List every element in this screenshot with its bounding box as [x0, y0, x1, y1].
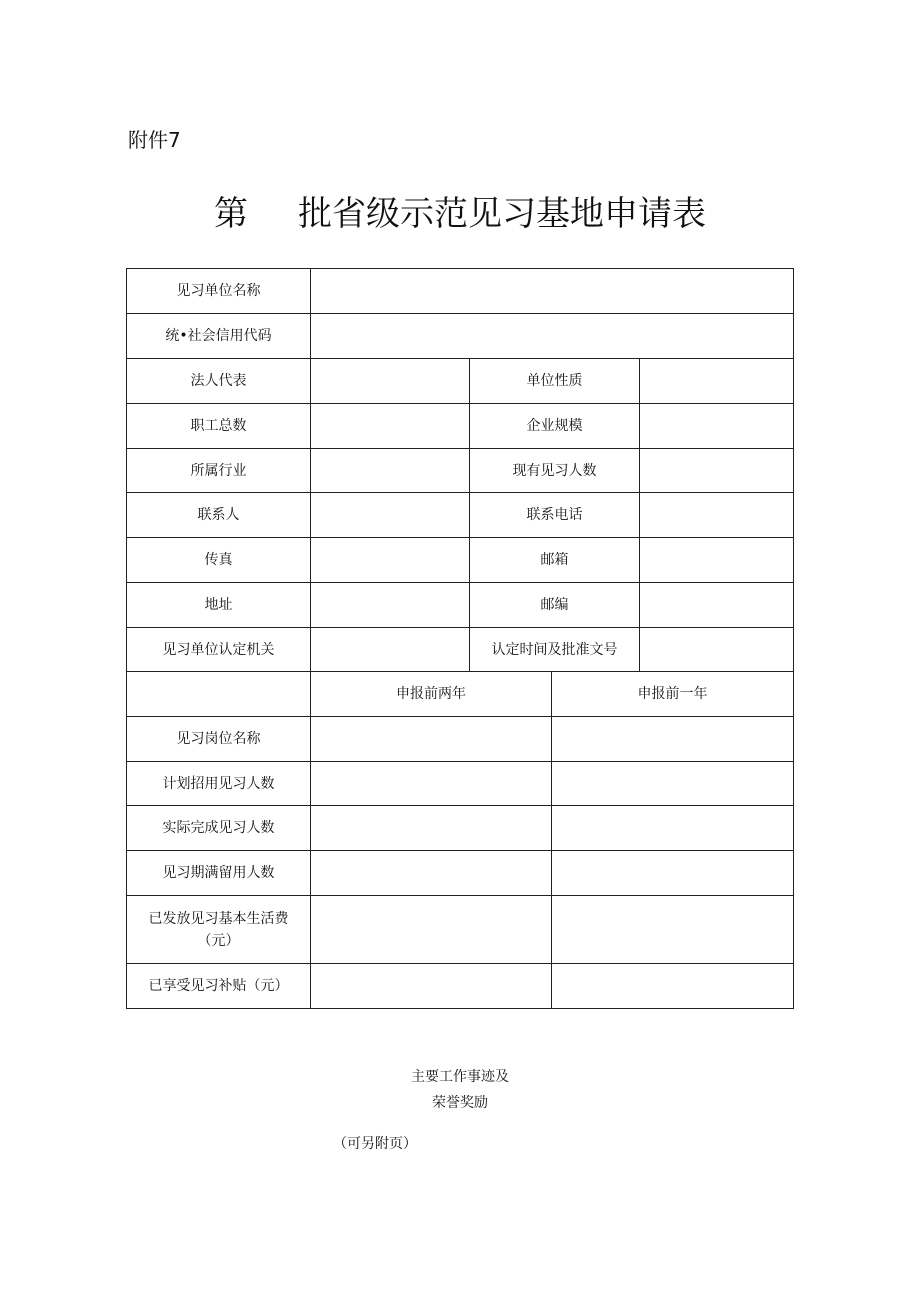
approval-label: 认定时间及批准文号 — [470, 628, 640, 672]
row-label-subsidy: 已享受见习补贴（元） — [127, 964, 311, 1009]
subsidy-one-year-field[interactable] — [552, 964, 794, 1009]
application-form — [126, 268, 794, 1009]
row-label-completed: 实际完成见习人数 — [127, 806, 311, 851]
fax-label: 传真 — [127, 538, 311, 583]
living-allowance-two-years-field[interactable] — [311, 896, 552, 964]
authority-label: 见习单位认定机关 — [127, 628, 311, 672]
attachment-label: 附件7 — [128, 128, 181, 152]
completed-one-year-field[interactable] — [552, 806, 794, 851]
address-label: 地址 — [127, 583, 311, 628]
unit-nature-label: 单位性质 — [470, 359, 640, 404]
living-allowance-one-year-field[interactable] — [552, 896, 794, 964]
legal-rep-field[interactable] — [311, 359, 470, 404]
title-main: 批省级示范见习基地申请表 — [298, 194, 706, 234]
fax-field[interactable] — [311, 538, 470, 583]
attach-pages-note: （可另附页） — [333, 1136, 417, 1152]
row-label-positions: 见习岗位名称 — [127, 717, 311, 762]
row-label-planned: 计划招用见习人数 — [127, 762, 311, 806]
unit-nature-field[interactable] — [640, 359, 794, 404]
phone-field[interactable] — [640, 493, 794, 538]
staff-total-field[interactable] — [311, 404, 470, 449]
postcode-field[interactable] — [640, 583, 794, 628]
achievements-label-line2: 荣誉奖励 — [432, 1095, 488, 1111]
industry-field[interactable] — [311, 449, 470, 493]
address-field[interactable] — [311, 583, 470, 628]
page-title — [0, 186, 920, 235]
staff-total-label: 职工总数 — [127, 404, 311, 449]
planned-two-years-field[interactable] — [311, 762, 552, 806]
enterprise-scale-field[interactable] — [640, 404, 794, 449]
unit-name-field[interactable] — [311, 269, 794, 314]
retained-one-year-field[interactable] — [552, 851, 794, 896]
approval-field[interactable] — [640, 628, 794, 672]
credit-code-field[interactable] — [311, 314, 794, 359]
authority-field[interactable] — [311, 628, 470, 672]
enterprise-scale-label: 企业规模 — [470, 404, 640, 449]
completed-two-years-field[interactable] — [311, 806, 552, 851]
email-field[interactable] — [640, 538, 794, 583]
retained-two-years-field[interactable] — [311, 851, 552, 896]
current-interns-field[interactable] — [640, 449, 794, 493]
subsidy-two-years-field[interactable] — [311, 964, 552, 1009]
unit-name-label: 见习单位名称 — [127, 269, 311, 314]
contact-field[interactable] — [311, 493, 470, 538]
positions-two-years-field[interactable] — [311, 717, 552, 762]
planned-one-year-field[interactable] — [552, 762, 794, 806]
col-two-years-header: 申报前两年 — [311, 672, 552, 717]
current-interns-label: 现有见习人数 — [470, 449, 640, 493]
positions-one-year-field[interactable] — [552, 717, 794, 762]
stats-corner — [127, 672, 311, 717]
email-label: 邮箱 — [470, 538, 640, 583]
title-prefix: 第 — [214, 194, 248, 234]
row-label-retained: 见习期满留用人数 — [127, 851, 311, 896]
contact-label: 联系人 — [127, 493, 311, 538]
achievements-label-line1: 主要工作事迹及 — [411, 1069, 509, 1085]
legal-rep-label: 法人代表 — [127, 359, 311, 404]
col-one-year-header: 申报前一年 — [552, 672, 794, 717]
industry-label: 所属行业 — [127, 449, 311, 493]
credit-code-label: 统•社会信用代码 — [127, 314, 311, 359]
phone-label: 联系电话 — [470, 493, 640, 538]
postcode-label: 邮编 — [470, 583, 640, 628]
row-label-living-allowance: 已发放见习基本生活费（元） — [127, 896, 311, 964]
